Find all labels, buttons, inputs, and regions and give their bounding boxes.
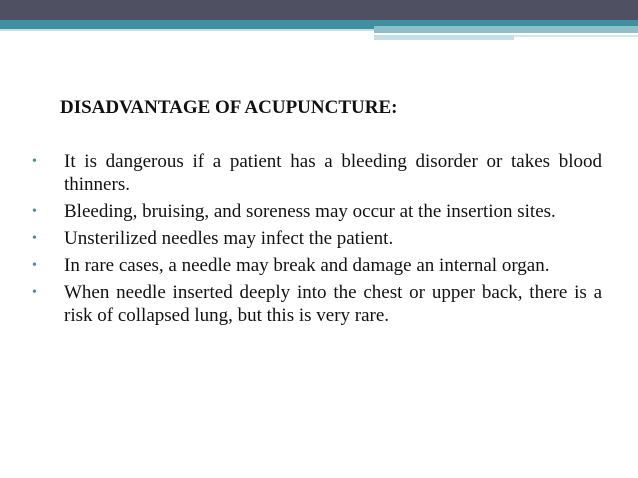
bullet-dot-icon: •: [32, 204, 37, 219]
header-dark-bar: [0, 0, 638, 20]
header-light-line-right: [374, 35, 514, 40]
bullet-dot-icon: •: [32, 231, 37, 246]
bullet-item: [32, 227, 602, 250]
bullet-dot-icon: •: [32, 154, 37, 169]
bullet-item: [32, 150, 602, 196]
header-teal-accent: [374, 26, 638, 33]
bullet-text: Bleeding, bruising, and soreness may occur at the insertion sites.: [64, 201, 556, 222]
bullet-item: [32, 281, 602, 327]
slide-heading: DISADVANTAGE OF ACUPUNCTURE:: [60, 97, 398, 118]
bullet-text: It is dangerous if a patient has a bleeding disorder or takes blood thinners.: [64, 151, 602, 195]
bullet-dot-icon: •: [32, 258, 37, 273]
bullet-item: [32, 200, 602, 223]
bullet-item: [32, 254, 602, 277]
header-light-line-left: [0, 29, 374, 31]
bullet-list: [32, 150, 602, 331]
bullet-text: In rare cases, a needle may break and damage an internal organ.: [64, 255, 550, 276]
header-light-line-right-thin: [514, 35, 638, 37]
bullet-dot-icon: •: [32, 285, 37, 300]
bullet-text: When needle inserted deeply into the chest or upper back, there is a risk of collapsed lung, but this is very rare.: [64, 282, 602, 326]
bullet-text: Unsterilized needles may infect the patient.: [64, 228, 394, 249]
